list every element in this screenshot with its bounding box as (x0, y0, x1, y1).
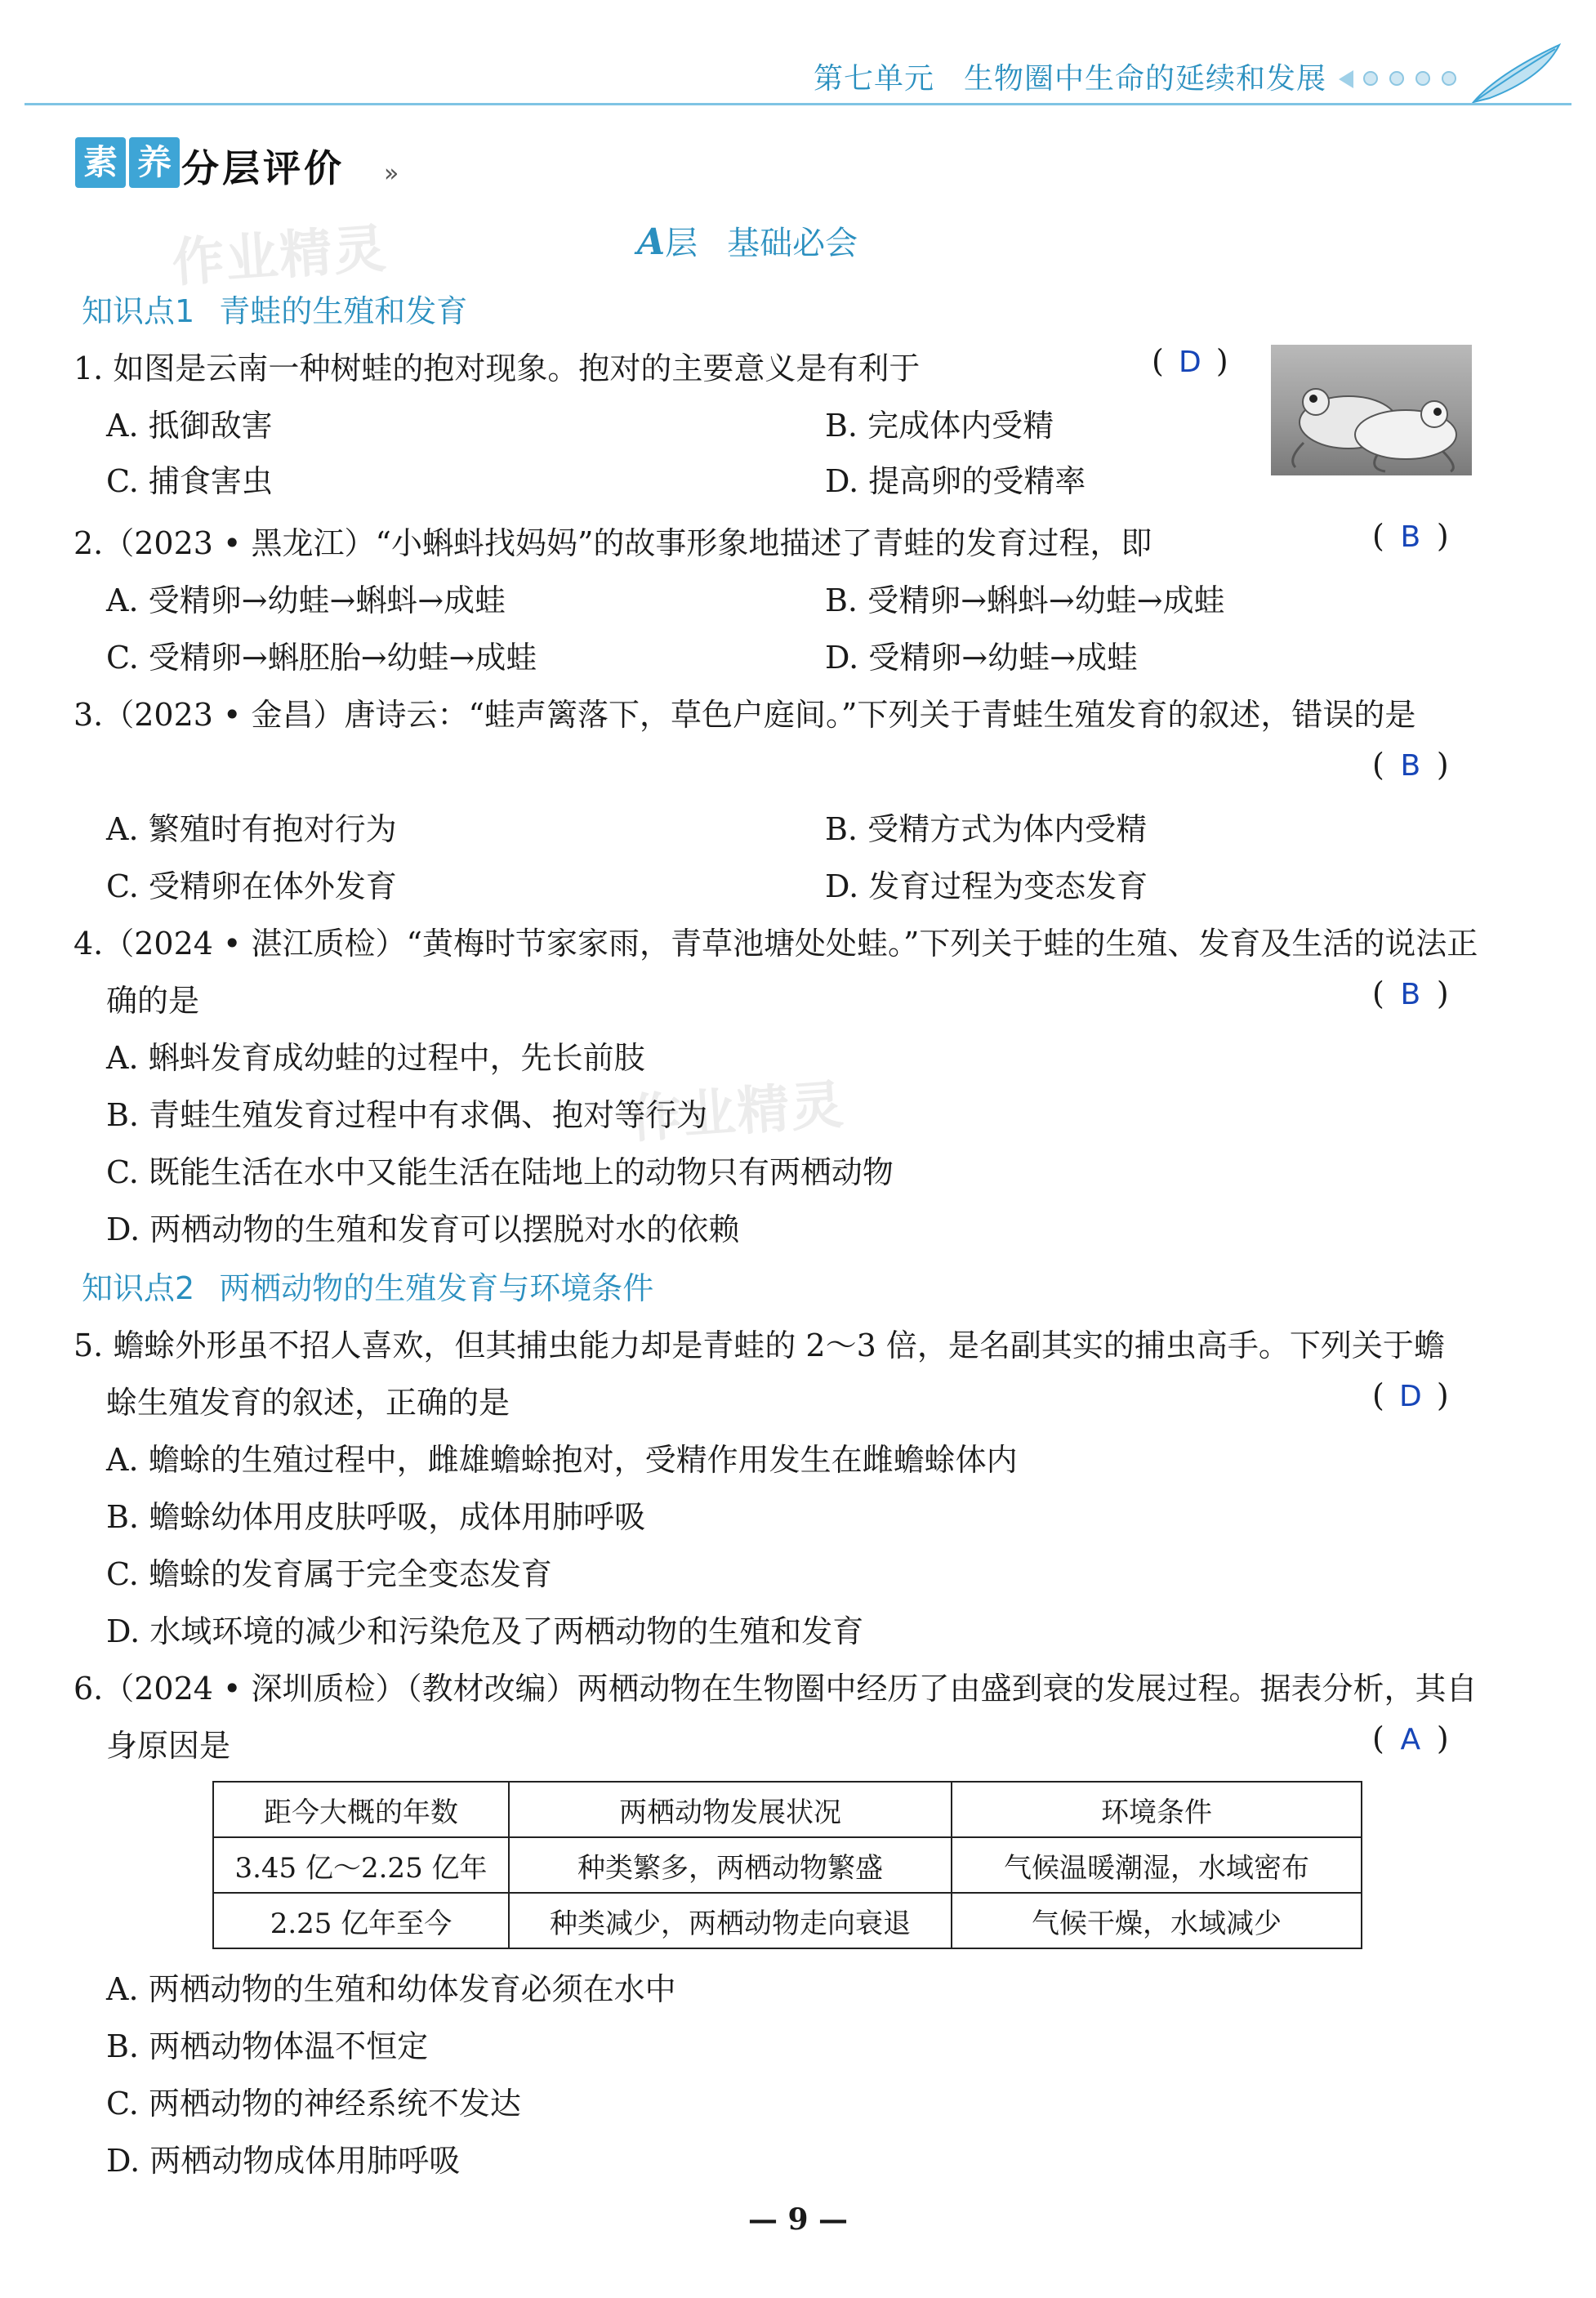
option: D. 提高卵的受精率 (825, 463, 1086, 499)
question-stem: 2.（2023 • 黑龙江）“小蝌蚪找妈妈”的故事形象地描述了青蛙的发育过程，即 (74, 525, 1152, 561)
option: A. 两栖动物的生殖和幼体发育必须在水中 (106, 1971, 676, 2007)
header-topic: 生物圈中生命的延续和发展 (963, 62, 1326, 96)
option: B. 青蛙生殖发育过程中有求偶、抱对等行为 (106, 1097, 708, 1133)
header-dots-decoration (1339, 65, 1469, 90)
table-header-row (213, 1782, 1362, 1837)
answer-value: B (1400, 520, 1421, 554)
answer-value: B (1400, 978, 1421, 1011)
option: B. 蟾蜍幼体用皮肤呼吸，成体用肺呼吸 (106, 1499, 646, 1535)
level-name: 基础必会 (727, 225, 858, 262)
table-header: 两栖动物发展状况 (509, 1782, 952, 1837)
feather-icon (1465, 41, 1563, 106)
level-letter: A (637, 221, 666, 263)
watermark: 作业精灵 (170, 218, 390, 295)
option: C. 蟾蜍的发育属于完全变态发育 (106, 1556, 552, 1592)
answer-value: D (1398, 1380, 1422, 1413)
section-title: 分层评价 (181, 146, 345, 190)
question-stem: 3.（2023 • 金昌）唐诗云：“蛙声篱落下，草色户庭间。”下列关于青蛙生殖发育的叙述，错误的是 (74, 697, 1416, 733)
option: C. 受精卵在体外发育 (106, 868, 397, 904)
header-unit: 第七单元 (813, 62, 934, 96)
option: D. 受精卵→幼蛙→成蛙 (825, 640, 1138, 676)
answer-bracket: ( B ) (1372, 747, 1449, 783)
option: A. 蟾蜍的生殖过程中，雌雄蟾蜍抱对，受精作用发生在雌蟾蜍体内 (106, 1442, 1018, 1478)
knowledge-point-heading: 知识点2 两栖动物的生殖发育与环境条件 (82, 1270, 654, 1306)
table-cell: 3.45 亿～2.25 亿年 (213, 1837, 509, 1893)
answer-value: D (1178, 346, 1201, 379)
answer-value: B (1400, 749, 1421, 783)
page-number: — 9 — (747, 2202, 849, 2237)
answer-bracket: ( B ) (1372, 518, 1449, 554)
answer-bracket: ( B ) (1372, 975, 1449, 1011)
option: C. 既能生活在水中又能生活在陆地上的动物只有两栖动物 (106, 1154, 894, 1190)
question-stem-continued: 确的是 (106, 983, 200, 1019)
option: A. 繁殖时有抱对行为 (106, 811, 397, 847)
option: D. 两栖动物的生殖和发育可以摆脱对水的依赖 (106, 1211, 740, 1247)
answer-bracket: ( D ) (1152, 343, 1228, 379)
table-cell: 2.25 亿年至今 (213, 1893, 509, 1948)
question-stem-continued: 蜍生殖发育的叙述，正确的是 (106, 1385, 510, 1421)
table-row (213, 1837, 1362, 1893)
header-title (814, 56, 1326, 97)
option: A. 抵御敌害 (106, 408, 273, 444)
answer-value: A (1400, 1723, 1421, 1756)
table-header: 距今大概的年数 (213, 1782, 509, 1837)
table-row (213, 1893, 1362, 1948)
option: B. 完成体内受精 (825, 408, 1054, 444)
option: C. 受精卵→蝌胚胎→幼蛙→成蛙 (106, 640, 537, 676)
answer-bracket: ( D ) (1372, 1377, 1449, 1413)
table-cell: 气候温暖潮湿，水域密布 (952, 1837, 1362, 1893)
level-suffix: 层 (665, 225, 698, 262)
knowledge-point-heading: 知识点1 青蛙的生殖和发育 (82, 293, 468, 329)
option: B. 受精方式为体内受精 (825, 811, 1148, 847)
option: A. 蝌蚪发育成幼蛙的过程中，先长前肢 (106, 1040, 645, 1076)
table-cell: 种类繁多，两栖动物繁盛 (509, 1837, 952, 1893)
table-header: 环境条件 (952, 1782, 1362, 1837)
option: B. 两栖动物体温不恒定 (106, 2028, 429, 2064)
option: B. 受精卵→蝌蚪→幼蛙→成蛙 (825, 582, 1225, 618)
question-stem: 5. 蟾蜍外形虽不招人喜欢，但其捕虫能力却是青蛙的 2～3 倍，是名副其实的捕虫高手。下列关于蟾 (74, 1327, 1445, 1363)
tree-frog-photo (1271, 345, 1472, 475)
option: A. 受精卵→幼蛙→蝌蚪→成蛙 (106, 582, 506, 618)
section-badge (75, 137, 183, 188)
option: C. 两栖动物的神经系统不发达 (106, 2086, 521, 2122)
table-cell: 气候干燥，水域减少 (952, 1893, 1362, 1948)
option: C. 捕食害虫 (106, 463, 273, 499)
header-rule (25, 103, 1571, 105)
question-stem-continued: 身原因是 (106, 1728, 231, 1764)
section-arrow-icon: » (384, 159, 399, 188)
answer-bracket: ( A ) (1372, 1720, 1449, 1756)
amphibian-history-table (212, 1781, 1362, 1949)
option: D. 发育过程为变态发育 (825, 868, 1148, 904)
table-cell: 种类减少，两栖动物走向衰退 (509, 1893, 952, 1948)
badge-char: 养 (129, 137, 180, 188)
question-stem: 1. 如图是云南一种树蛙的抱对现象。抱对的主要意义是有利于 (74, 350, 921, 386)
option: D. 两栖动物成体用肺呼吸 (106, 2143, 461, 2179)
level-heading (637, 217, 858, 264)
option: D. 水域环境的减少和污染危及了两栖动物的生殖和发育 (106, 1613, 864, 1649)
badge-char: 素 (75, 137, 126, 188)
watermark: 作业精灵 (627, 1074, 847, 1151)
question-stem: 4.（2024 • 湛江质检）“黄梅时节家家雨，青草池塘处处蛙。”下列关于蛙的生殖、发育及生活的说法正 (74, 926, 1478, 962)
question-stem: 6.（2024 • 深圳质检）（教材改编）两栖动物在生物圈中经历了由盛到衰的发展过程。据表分析，其自 (74, 1671, 1478, 1707)
